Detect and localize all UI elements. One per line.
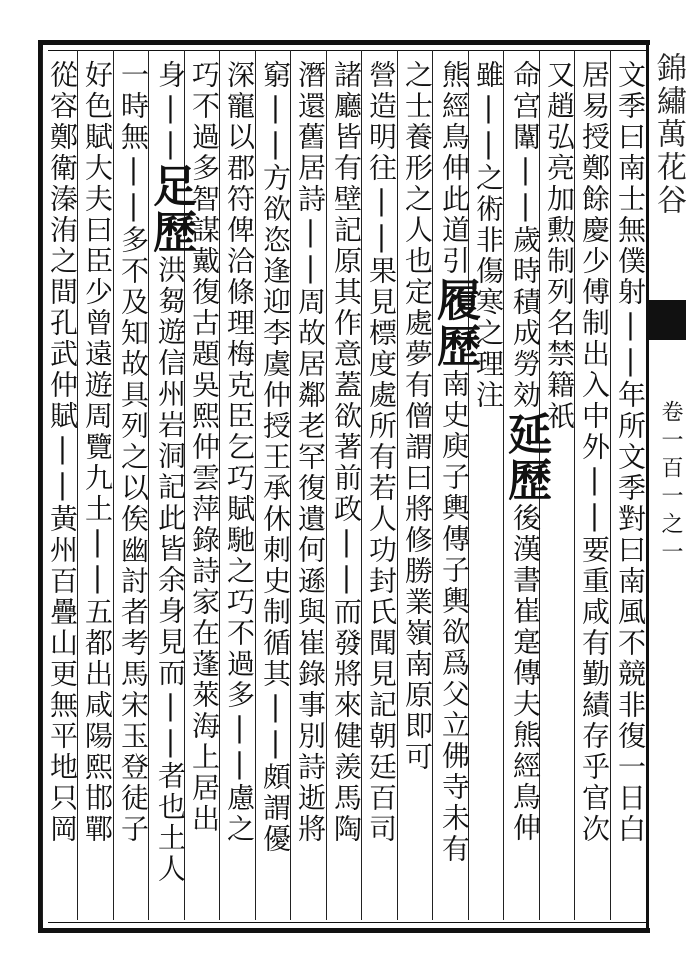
- text-segment: 定處夢有僧謂曰將修勝業嶺南原即可: [401, 277, 434, 773]
- column-text: [145, 60, 196, 885]
- column-text: [113, 60, 153, 845]
- text-column: [429, 60, 480, 920]
- text-segment: 潛還舊居詩||周故居鄰老罕復遺何遜與崔錄事別詩逝將: [294, 60, 327, 845]
- text-column: [397, 60, 433, 920]
- column-text: [219, 60, 259, 845]
- chapter-folio: [650, 400, 686, 600]
- text-segment: 洪芻遊信州岩洞記此皆余身見而||者也土人: [154, 255, 187, 885]
- book-title-text: 錦繡萬花谷: [651, 52, 686, 217]
- text-segment: 又趙弘亮加勲制列名禁籍祇: [543, 60, 576, 432]
- text-segment: 命宫闈||歲時積成勞効: [509, 60, 542, 411]
- column-text: [77, 60, 117, 845]
- top-border-rule: [38, 40, 650, 45]
- text-segment: 營造明往||果見標度處所有若人功封氏聞見記朝廷百司: [365, 60, 398, 845]
- column-text: [429, 60, 480, 865]
- book-title-heading: [648, 52, 686, 332]
- text-column: [290, 60, 326, 920]
- text-column: [219, 60, 255, 920]
- entry-heading: 延歷: [500, 411, 551, 503]
- entry-heading: 足歷: [145, 163, 196, 255]
- text-segment: 諸廳皆有壁記原其作意蓋欲著前政||而發將來健羨馬陶: [330, 60, 363, 845]
- text-segment: 身||: [154, 60, 187, 163]
- text-column: [145, 60, 196, 920]
- text-segment: 文季曰南士無僕射||年所文季對曰南風不競非復一日白: [614, 60, 647, 845]
- column-text: [290, 60, 330, 845]
- column-text: [361, 60, 401, 845]
- text-segment: 一時無||: [117, 60, 150, 225]
- column-text: [610, 60, 650, 845]
- folio-text: 卷一百一之一: [658, 400, 683, 568]
- text-segment: 多不及知故具列之以俟幽討者考馬宋玉登徒子: [117, 225, 150, 845]
- text-column: [77, 60, 113, 920]
- text-segment: 從容鄭衛溱洧之間孔武仲賦||黃州百疊山更無平地只岡: [46, 60, 79, 845]
- text-column: [610, 60, 646, 920]
- text-column: [326, 60, 362, 920]
- column-text: [397, 60, 437, 773]
- text-segment: 雖||之術非傷寒之理注: [472, 60, 505, 411]
- text-segment: 後漢書崔寔傳夫熊經鳥伸: [509, 503, 542, 844]
- inner-top-rule: [48, 50, 648, 51]
- column-text: [255, 60, 295, 855]
- text-column: [500, 60, 551, 920]
- text-segment: 之士養形之人也: [401, 60, 434, 277]
- text-segment: 好色賦大夫曰臣少曾遠遊周覽九土||五都出咸陽熙邯鄲: [81, 60, 114, 845]
- entry-heading: 履歷: [429, 277, 480, 369]
- fish-tail-marker: [648, 300, 686, 340]
- text-segment: 巧不過多智謀戴復古題吳熙仲雲萍錄詩家在蓬萊海上居出: [188, 60, 221, 835]
- text-segment: 居易授鄭餘慶少傅制出入中外||要重咸有勤績存乎官次: [578, 60, 611, 845]
- column-text: [574, 60, 614, 845]
- text-segment: 深寵以郡符俾洽條理梅克臣乞巧賦馳之巧不過多||慮之: [223, 60, 256, 845]
- text-segment: 熊經鳥伸此道引: [438, 60, 471, 277]
- bottom-border-rule: [38, 928, 650, 933]
- inner-bottom-rule: [48, 922, 648, 923]
- text-column: [255, 60, 291, 920]
- column-text: [500, 60, 551, 844]
- text-column: [574, 60, 610, 920]
- column-text: [42, 60, 82, 845]
- text-segment: 南史庾子輿傳子輿欲爲父立佛寺未有: [438, 369, 471, 865]
- text-column: [42, 60, 78, 920]
- text-segment: 窮||方欲恣逢迎李虞仲授王承休刺史制循其||頗謂優: [259, 60, 292, 855]
- text-column: [361, 60, 397, 920]
- text-column: [113, 60, 149, 920]
- column-text: [326, 60, 366, 845]
